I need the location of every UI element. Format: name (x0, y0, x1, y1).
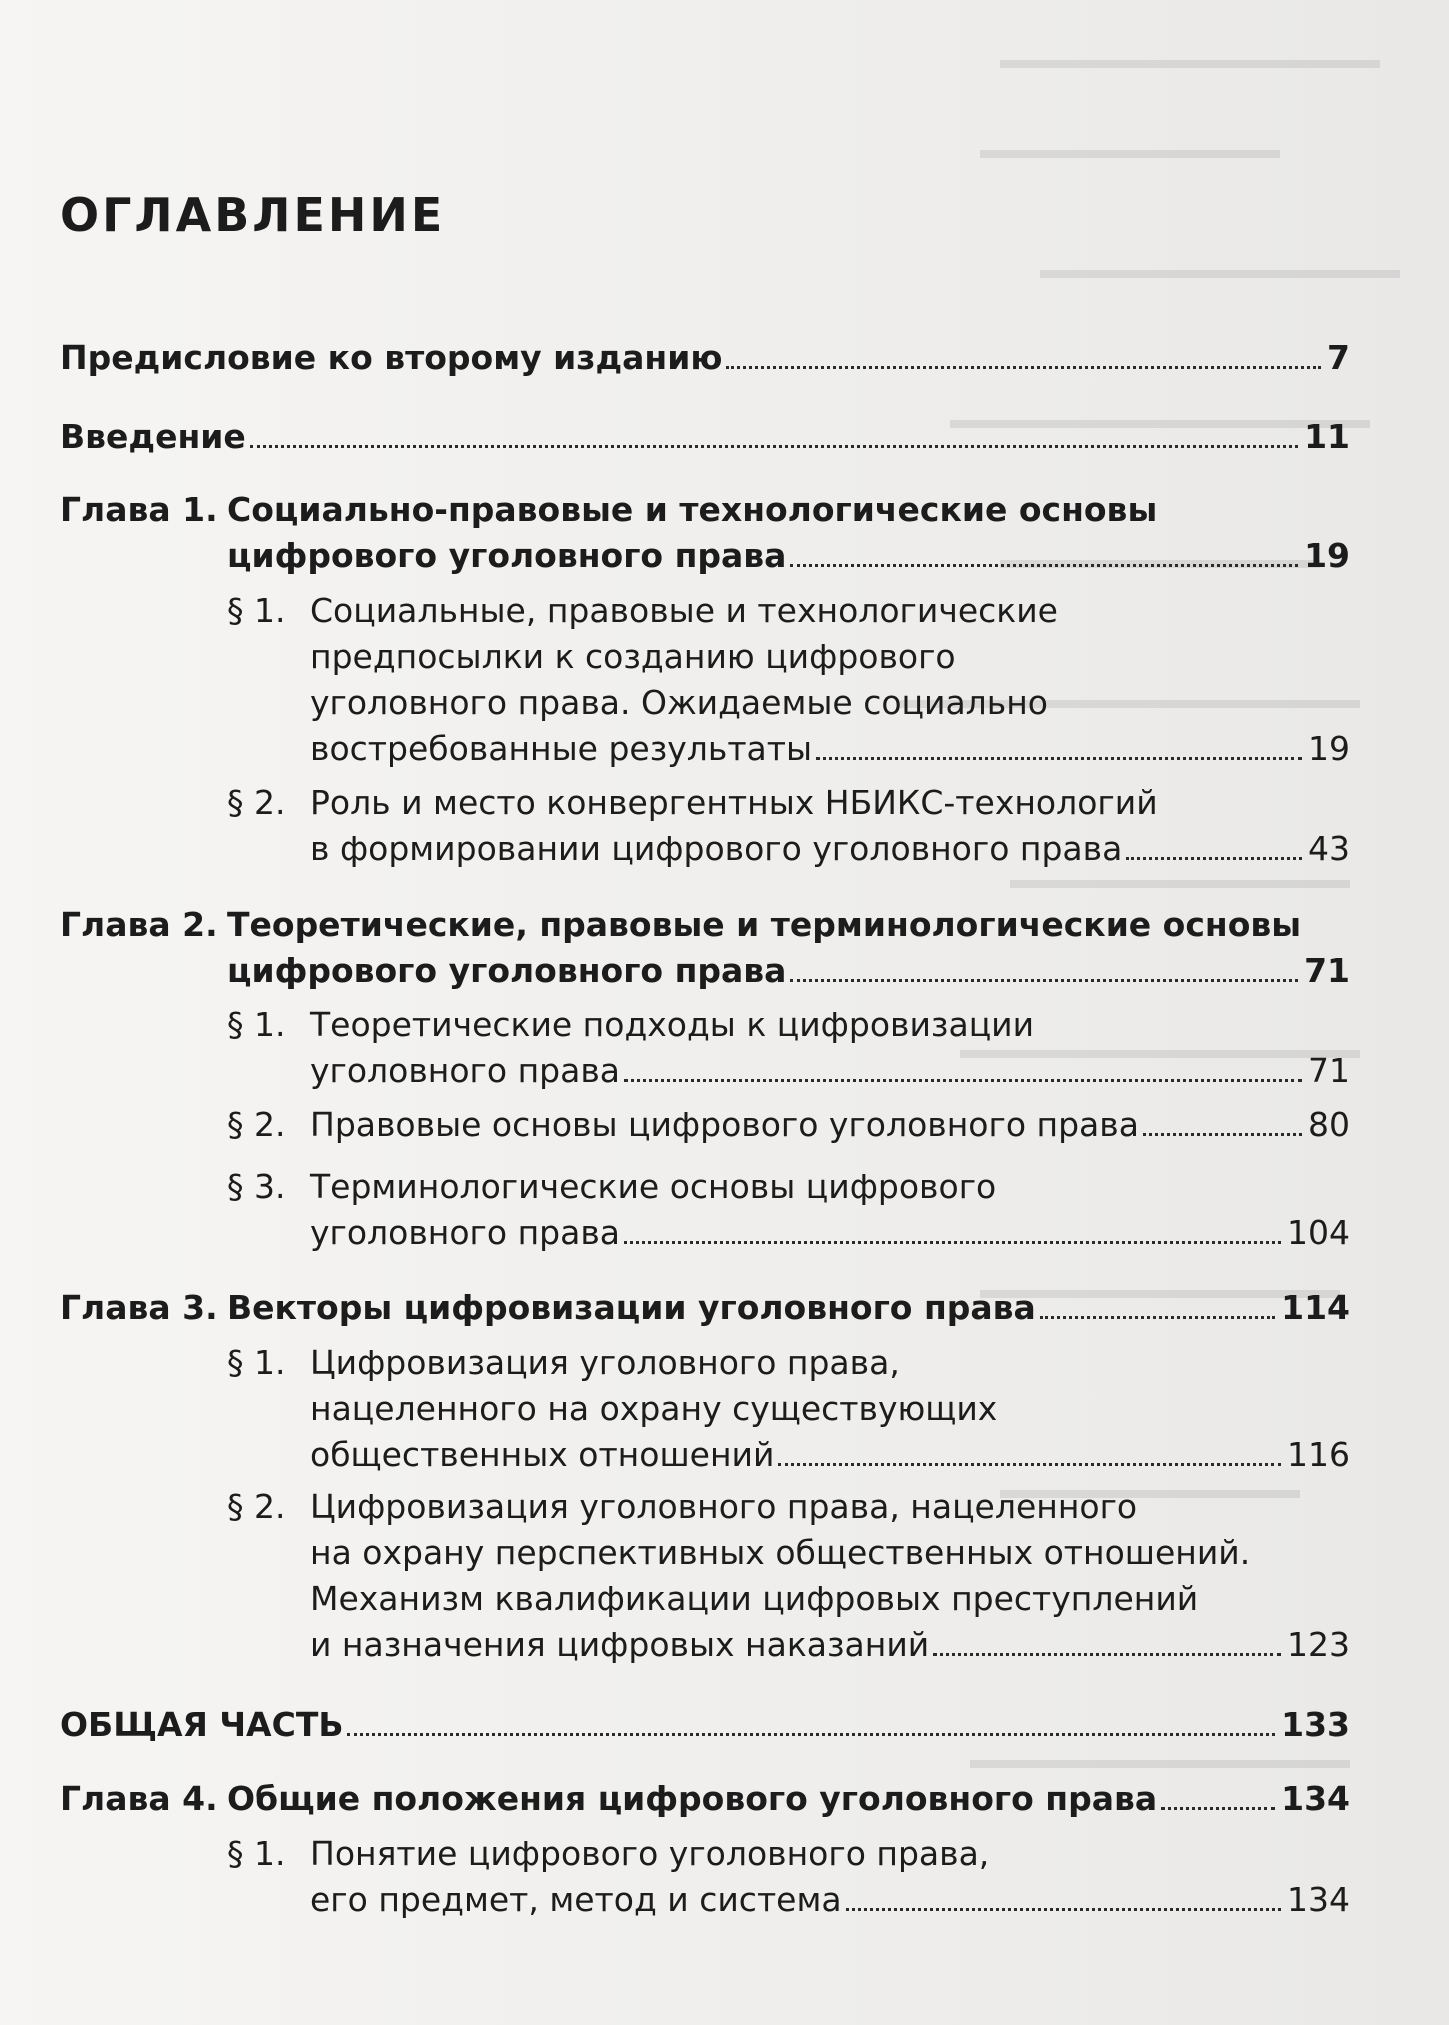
page-number: 114 (1281, 1288, 1350, 1327)
dot-leader (1040, 1316, 1275, 1319)
entry-title: ОБЩАЯ ЧАСТЬ (60, 1705, 344, 1744)
dot-leader (1143, 1133, 1302, 1136)
toc-entry-introduction[interactable] (60, 414, 1350, 460)
page-number: 116 (1287, 1435, 1350, 1474)
toc-entry-general-part[interactable] (60, 1702, 1350, 1748)
entry-title-line: нацеленного на охрану существующих (310, 1389, 998, 1428)
entry-title: Предисловие ко второму изданию (60, 338, 723, 377)
page-number: 19 (1308, 729, 1350, 768)
section-label: § 2. (227, 1105, 286, 1144)
page-number: 80 (1308, 1105, 1350, 1144)
page-number: 71 (1308, 1051, 1350, 1090)
dot-leader (250, 445, 1298, 448)
entry-title-line: Терминологические основы цифрового (310, 1167, 997, 1206)
entry-title-line: уголовного права. Ожидаемые социально (310, 683, 1048, 722)
dot-leader (933, 1653, 1281, 1656)
entry-title-line: Векторы цифровизации уголовного права (227, 1288, 1036, 1327)
dot-leader (726, 366, 1321, 369)
entry-title-line: предпосылки к созданию цифрового (310, 637, 956, 676)
toc-entry-preface[interactable] (60, 335, 1350, 381)
entry-title-line: Роль и место конвергентных НБИКС-технологий (310, 783, 1158, 822)
entry-title-line: на охрану перспективных общественных отношений. (310, 1533, 1251, 1572)
entry-title-line: уголовного права (310, 1213, 620, 1252)
page-number: 134 (1287, 1880, 1350, 1919)
entry-title-line: Социальные, правовые и технологические (310, 591, 1058, 630)
chapter-label: Глава 3. (60, 1288, 218, 1327)
chapter-label: Глава 1. (60, 490, 218, 529)
entry-title-line: Социально-правовые и технологические основы (227, 490, 1158, 529)
dot-leader (790, 979, 1298, 982)
chapter-label: Глава 4. (60, 1779, 218, 1818)
entry-title-line: уголовного права (310, 1051, 620, 1090)
entry-title-line: цифрового уголовного права (227, 951, 787, 990)
page-number: 104 (1287, 1213, 1350, 1252)
page-number: 133 (1281, 1705, 1350, 1744)
dot-leader (816, 757, 1302, 760)
page-number: 123 (1287, 1625, 1350, 1664)
page-number: 71 (1304, 951, 1350, 990)
entry-title-line: Теоретические подходы к цифровизации (310, 1005, 1035, 1044)
page-number: 19 (1304, 536, 1350, 575)
entry-title-line: Общие положения цифрового уголовного права (227, 1779, 1158, 1818)
entry-title-line: его предмет, метод и система (310, 1880, 842, 1919)
dot-leader (790, 564, 1298, 567)
section-label: § 1. (227, 1834, 286, 1873)
section-label: § 1. (227, 1343, 286, 1382)
chapter-label: Глава 2. (60, 905, 218, 944)
dot-leader (1126, 857, 1302, 860)
page-number: 43 (1308, 829, 1350, 868)
toc-entry-chapter-1[interactable] (60, 487, 1350, 579)
section-label: § 2. (227, 783, 286, 822)
dot-leader (778, 1463, 1281, 1466)
section-label: § 1. (227, 1005, 286, 1044)
entry-title-line: Цифровизация уголовного права, нацеленного (310, 1487, 1138, 1526)
page-number: 11 (1304, 417, 1350, 456)
entry-title-line: Механизм квалификации цифровых преступлений (310, 1579, 1199, 1618)
entry-title-line: Цифровизация уголовного права, (310, 1343, 900, 1382)
entry-title-line: Правовые основы цифрового уголовного права (310, 1105, 1139, 1144)
section-label: § 2. (227, 1487, 286, 1526)
dot-leader (624, 1241, 1281, 1244)
page-number: 134 (1281, 1779, 1350, 1818)
entry-title-line: Понятие цифрового уголовного права, (310, 1834, 990, 1873)
dot-leader (846, 1908, 1281, 1911)
dot-leader (1161, 1807, 1275, 1810)
dot-leader (347, 1733, 1275, 1736)
entry-title-line: Теоретические, правовые и терминологические основы (227, 905, 1302, 944)
entry-title-line: в формировании цифрового уголовного права (310, 829, 1123, 868)
section-label: § 3. (227, 1167, 286, 1206)
page-title: ОГЛАВЛЕНИЕ (60, 188, 446, 242)
entry-title-line: общественных отношений (310, 1435, 775, 1474)
entry-title-line: и назначения цифровых наказаний (310, 1625, 930, 1664)
entry-title-line: востребованные результаты (310, 729, 813, 768)
dot-leader (624, 1079, 1302, 1082)
entry-title: Введение (60, 417, 246, 456)
section-label: § 1. (227, 591, 286, 630)
entry-title-line: цифрового уголовного права (227, 536, 787, 575)
page-number: 7 (1327, 338, 1350, 377)
